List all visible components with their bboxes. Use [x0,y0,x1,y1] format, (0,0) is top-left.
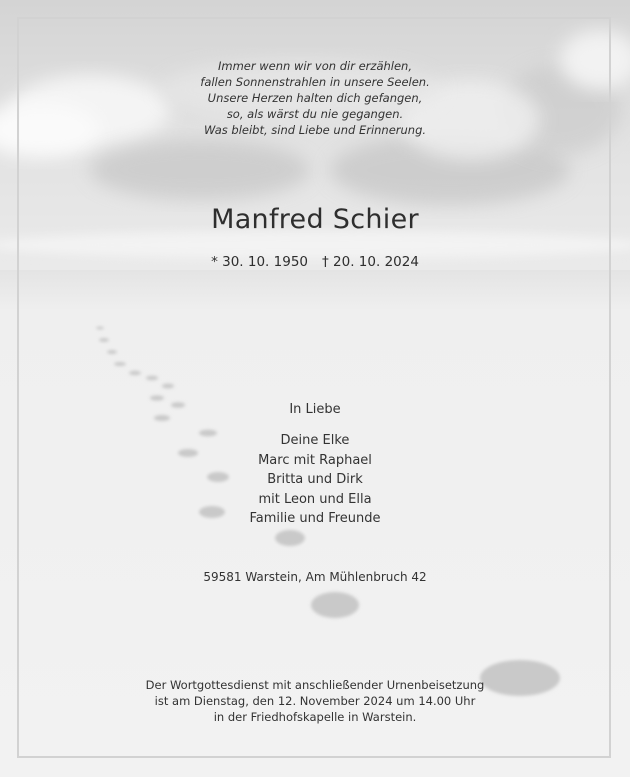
poem-line: fallen Sonnenstrahlen in unsere Seelen. [200,75,430,89]
mourners-list [0,431,630,529]
poem-line: Immer wenn wir von dir erzählen, [217,59,412,73]
service-line: Der Wortgottesdienst mit anschließender Urnenbeisetzung [145,678,485,692]
service-line: in der Friedhofskapelle in Warstein. [213,710,417,724]
mourner-name: mit Leon und Ella [258,491,372,507]
family-address: 59581 Warstein, Am Mühlenbruch 42 [203,570,427,584]
poem-line: Was bleibt, sind Liebe und Erinnerung. [203,123,427,137]
life-dates [0,254,630,270]
death-date: † 20. 10. 2024 [322,254,419,270]
poem-line: so, als wärst du nie gegangen. [226,107,404,121]
deceased-name: Manfred Schier [211,204,419,235]
mourners-intro: In Liebe [289,402,341,417]
mourner-name: Britta und Dirk [267,472,363,487]
poem-line: Unsere Herzen halten dich gefangen, [207,91,423,105]
mourner-name: Marc mit Raphael [258,452,372,468]
mourner-name: Familie und Freunde [249,511,381,526]
service-line: ist am Dienstag, den 12. November 2024 um 14.00 Uhr [154,694,476,708]
mourner-name: Deine Elke [280,433,350,448]
birth-date: * 30. 10. 1950 [211,254,308,270]
memorial-poem [0,58,630,138]
service-info [0,677,630,725]
